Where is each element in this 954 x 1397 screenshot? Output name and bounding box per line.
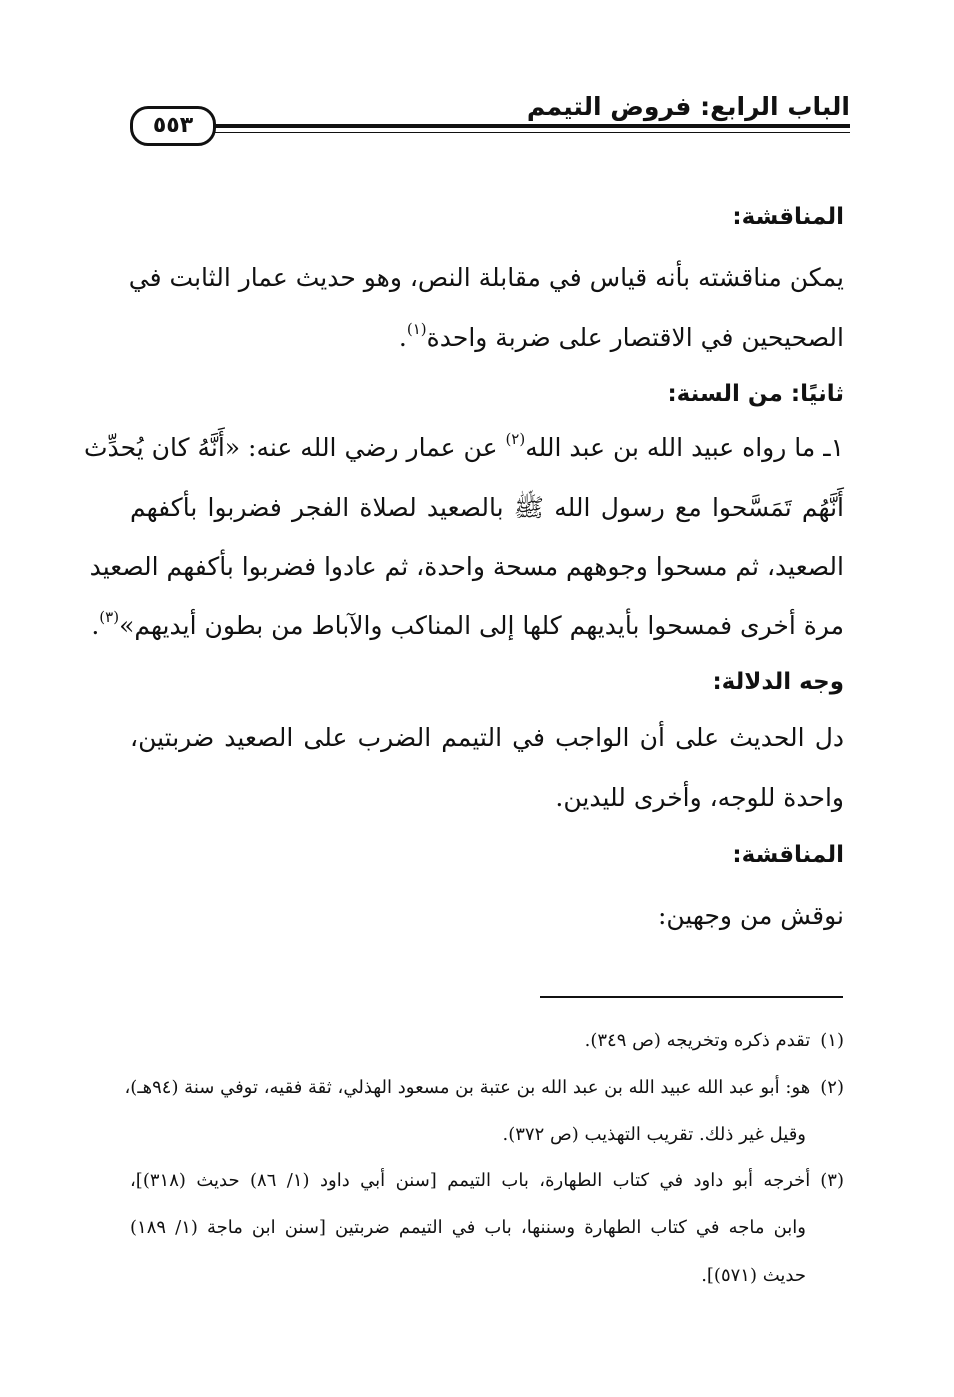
footnote bbox=[585, 1026, 844, 1056]
footnote bbox=[124, 1073, 844, 1103]
footnote-ref: (٣) bbox=[99, 608, 120, 626]
hadith-line: أَنَّهُم تَمَسَّحوا مع رسول الله ﷺ بالصعيد لصلاة الفجر فضربوا بأكفهم bbox=[130, 493, 844, 522]
footnote-text: وابن ماجه في كتاب الطهارة وسننها، باب في التيمم ضربتين [سنن ابن ماجة (١/ ١٨٩) bbox=[130, 1217, 806, 1238]
paragraph-text: الصحيحين في الاقتصار على ضربة واحدة bbox=[426, 323, 844, 352]
hadith-line bbox=[91, 606, 844, 649]
chapter-title: الباب الرابع: فروض التيمم bbox=[526, 92, 850, 121]
paragraph-line: نوقش من وجهين: bbox=[657, 901, 844, 930]
footnote-text: أخرجه أبو داود في كتاب الطهارة، باب التيمم [سنن أبي داود (١/ ٨٦) حديث (٣١٨)]، bbox=[130, 1170, 811, 1191]
hadith-line: الصعيد، ثم مسحوا وجوههم مسحة واحدة، ثم عادوا فضربوا بأكفهم الصعيد bbox=[89, 552, 844, 581]
punctuation: . bbox=[91, 611, 100, 640]
footnote-separator bbox=[540, 996, 843, 998]
section-heading: ثانيًا: من السنة: bbox=[667, 381, 844, 407]
header-rule-thin bbox=[202, 132, 850, 133]
footnote-number: (٣) bbox=[820, 1170, 844, 1191]
paragraph-line: دل الحديث على أن الواجب في التيمم الضرب على الصعيد ضربتين، bbox=[130, 723, 844, 752]
header-rule-thick bbox=[202, 124, 850, 128]
discussion-heading: المناقشة: bbox=[732, 204, 844, 230]
discussion-heading: المناقشة: bbox=[732, 842, 844, 868]
evidence-heading: وجه الدلالة: bbox=[712, 669, 844, 695]
paragraph-line: يمكن مناقشته بأنه قياس في مقابلة النص، وهو حديث عمار الثابت في bbox=[128, 263, 844, 292]
footnote-ref: (١) bbox=[406, 320, 427, 338]
page-number: ٥٥٣ bbox=[130, 106, 216, 146]
footnote bbox=[130, 1166, 844, 1196]
footnote-text: هو: أبو عبد الله عبيد الله بن عبد الله بن عتبة بن مسعود الهذلي، ثقة فقيه، توفي سنة (٩٤هـ)، bbox=[124, 1077, 811, 1098]
footnote-text: تقدم ذكره وتخريجه (ص ٣٤٩). bbox=[584, 1030, 811, 1051]
hadith-text: عن عمار رضي الله عنه: «أَنَّهُ كان يُحدِّث bbox=[83, 433, 506, 462]
footnote-text: حديث (٥٧١)]. bbox=[701, 1265, 806, 1286]
hadith-line bbox=[83, 428, 844, 471]
paragraph-line: واحدة للوجه، وأخرى لليدين. bbox=[555, 783, 844, 812]
hadith-text: ١ـ ما رواه عبيد الله بن عبد الله bbox=[525, 433, 844, 462]
paragraph-line bbox=[399, 318, 844, 361]
footnote-number: (٢) bbox=[820, 1077, 844, 1098]
punctuation: . bbox=[398, 323, 407, 352]
footnote-number: (١) bbox=[820, 1030, 844, 1051]
footnote-text: وقيل غير ذلك. تقريب التهذيب (ص ٣٧٢). bbox=[502, 1124, 806, 1145]
page-header bbox=[130, 92, 850, 154]
hadith-text: مرة أخرى فمسحوا بأيديهم كلها إلى المناكب والآباط من بطون أيديهم» bbox=[119, 611, 844, 640]
footnote-ref: (٢) bbox=[505, 430, 526, 448]
